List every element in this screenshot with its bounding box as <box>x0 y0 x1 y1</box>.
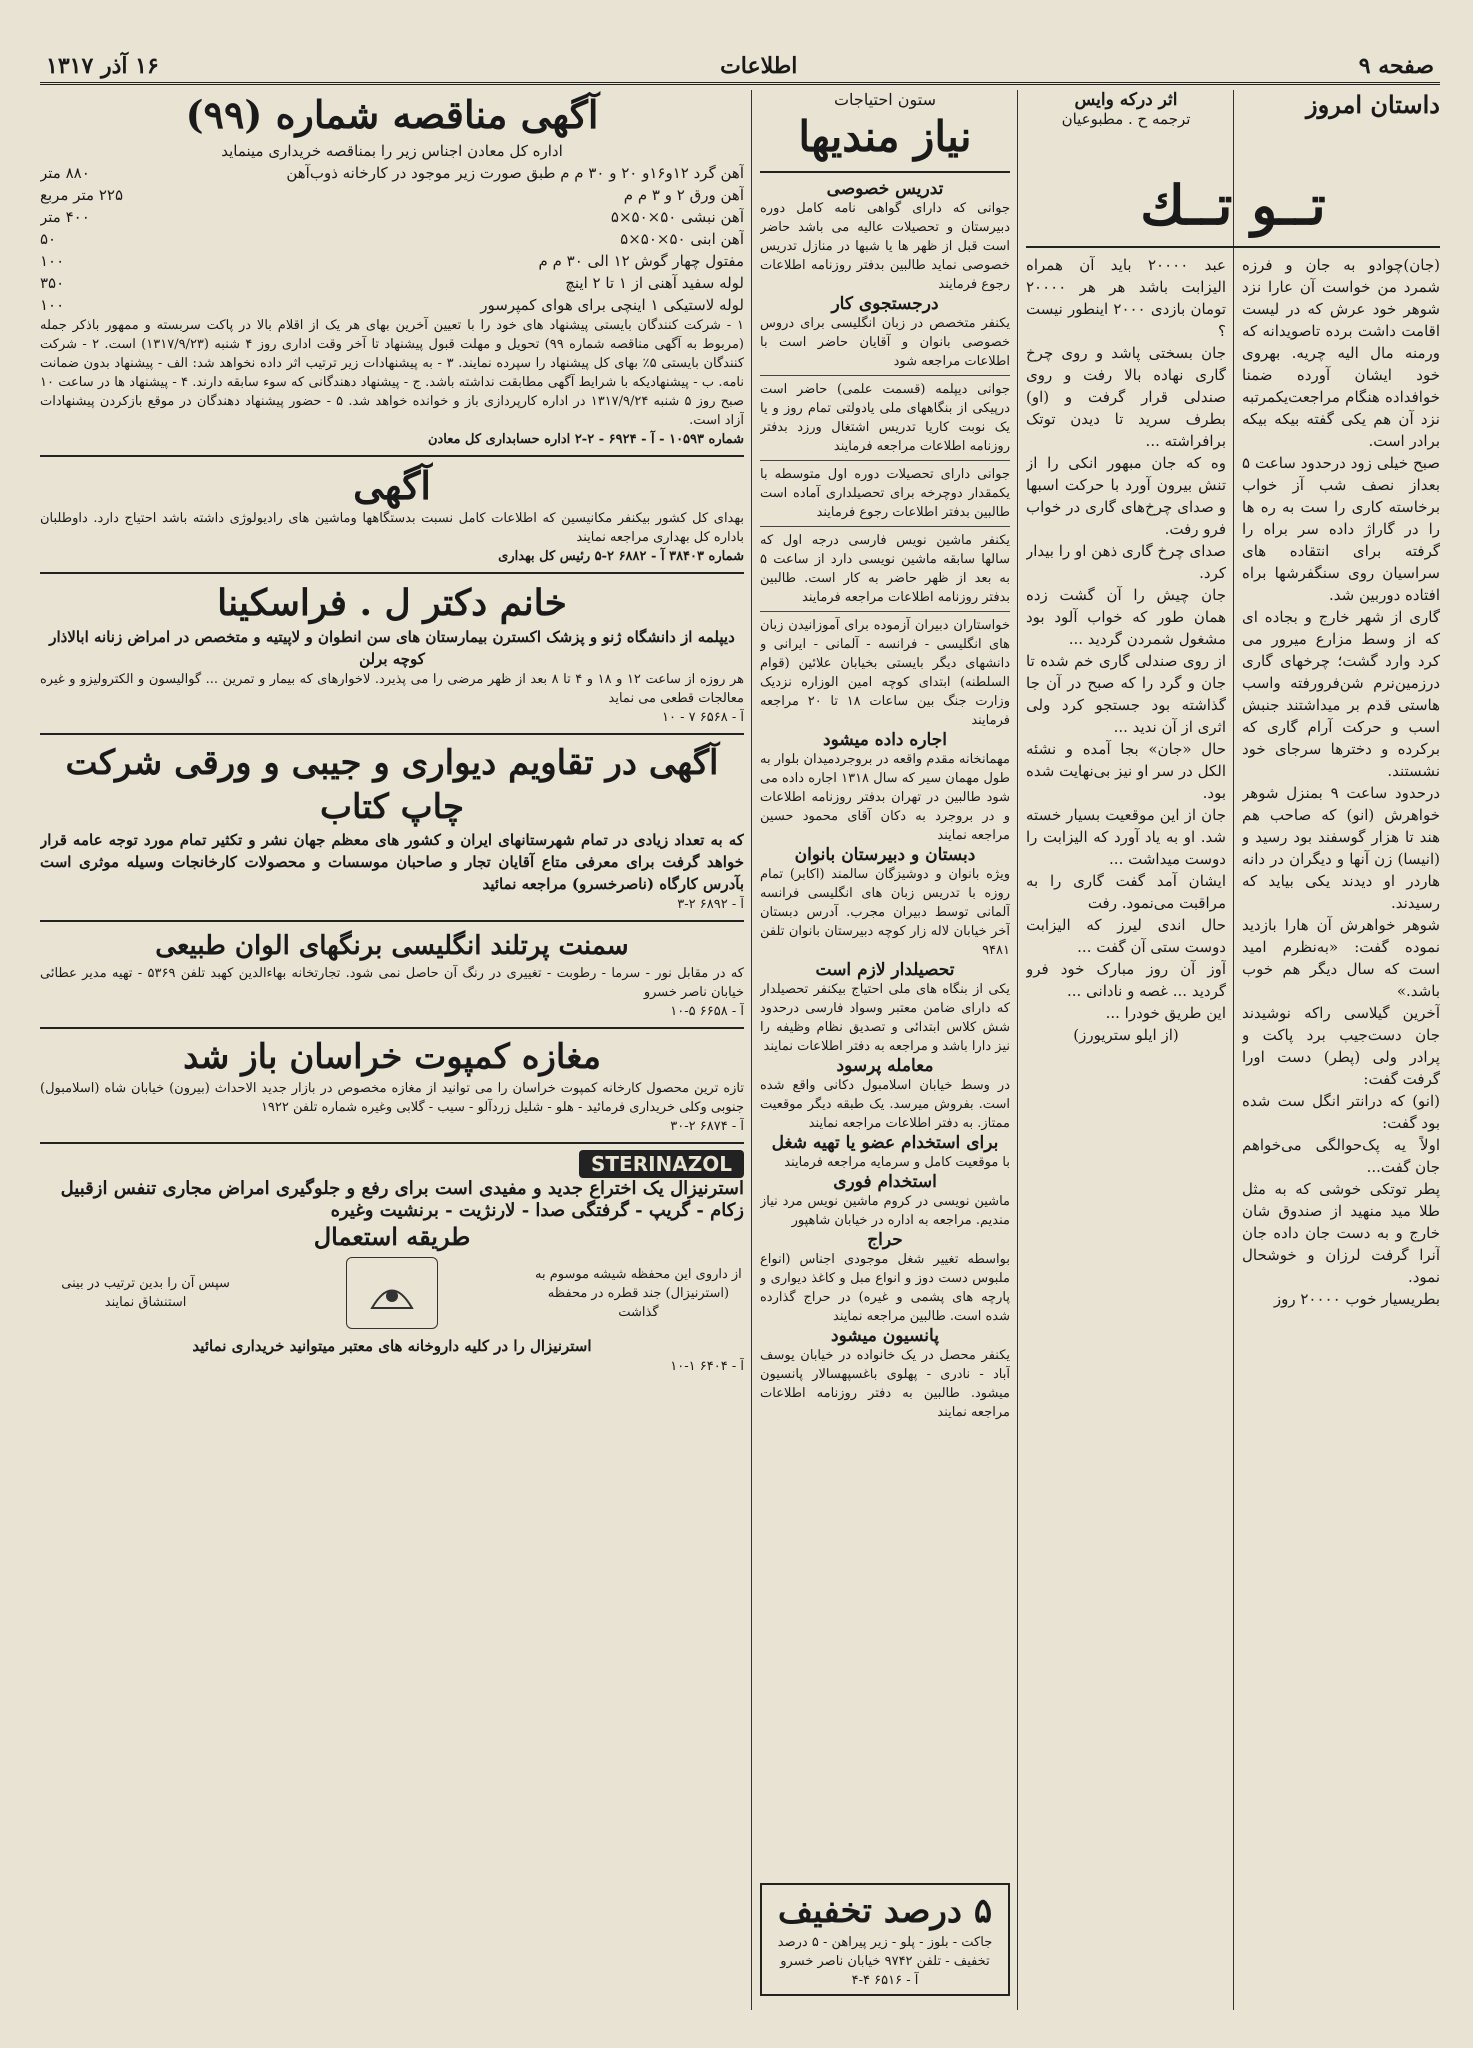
compote-body: تازه ترین محصول کارخانه کمپوت خراسان را می توانید از مغازه مخصوص در بازار جدید الاحداث (بیرون) خیابان شاه (اسلامبول) جنوبی وکلی خریداری فرمائید - هلو - شلیل زردآلو - سیب - گلابی وغیره شماره تلفن ۱۹۲۲ <box>40 1081 744 1115</box>
story-paragraph: حال «جان» بجا آمده و نشئه الکل در سر او نیز بی‌نهایت شده بود. <box>1026 740 1226 802</box>
story-paragraph: صدای چرخ گاری ذهن او را بیدار کرد. <box>1026 542 1226 582</box>
doctor-footer: آ - ۶۵۶۸ ۷ - ۱۰ <box>662 710 744 725</box>
compote-title: مغازه کمپوت خراسان باز شد <box>183 1037 601 1077</box>
story-paragraph: حال اندی لیرز که الیزابت دوست ستی آن گفت ... <box>1026 916 1226 956</box>
paper-name: اطلاعات <box>720 53 798 79</box>
health-ad <box>40 463 744 566</box>
ads-column <box>40 90 744 2010</box>
story-paragraph: آخرین گیلاسی راکه نوشیدند جان دست‌جیب برد پاکت و پرادر ولی (پطر) دست اورا گرفت گفت: <box>1242 1004 1440 1088</box>
classified-item: جوانی دارای تحصیلات دوره اول متوسطه با یکمقدار دوچرخه برای تحصیلداری آماده است طالبین بدفتر اطلاعات رجوع فرمایند <box>760 467 1010 520</box>
story-author: اثر درکه وایس <box>1074 90 1178 110</box>
doctor-body: هر روزه از ساعت ۱۲ و ۱۸ و ۴ تا ۸ بعد از ظهر مرضی را می پذیرد. لاخوارهای که بیمار و تمرین ... گوالیسون و الکترولیزو و غیره معالجات قطعی می نماید <box>40 672 744 706</box>
compote-ad <box>40 1035 744 1136</box>
tender-item: آهن نبشی ۵۰×۵۰×۵ ۴۰۰ متر <box>40 208 744 226</box>
sterinazol-ad <box>40 1150 744 1376</box>
newspaper-page <box>40 50 1440 2010</box>
classified-list <box>760 179 1010 1759</box>
classified-item: برای استخدام عضو یا تهیه شغل با موقعیت کامل و سرمایه مراجعه فرمایند <box>771 1133 1010 1170</box>
doctor-ad <box>40 580 744 727</box>
classified-item: حراج بواسطه تغییر شغل موجودی اجناس (انواع ملبوس دست دوز و انواع مبل و کاغذ دیواری و پارچه های پشمی و غیره) در حراج گذارده شده است. طالبین مراجعه نمایند <box>760 1230 1010 1324</box>
discount-text: جاکت - بلوز - پلو - زیر پیراهن - ۵ درصد تخفیف - تلفن ۹۷۴۲ خیابان ناصر خسرو <box>777 1935 993 1969</box>
health-title: آگهی <box>353 463 431 508</box>
story-paragraph: شوهر خواهرش آن هارا بازدید نموده گفت: «به‌نظرم‌ امید است که سال دیگر هم خوب باشد.» <box>1242 916 1440 1000</box>
story-paragraph: جان بسختی پاشد و روی چرخ گاری نهاده بالا رفت و روی صندلی قرار گرفت و (او) بطرف سرید تا دیدن توتک برافراشته ... <box>1026 344 1226 450</box>
doctor-title: خانم دکتر ل . فراسکینا <box>217 582 567 624</box>
cement-body: که در مقابل نور - سرما - رطوبت - تغییری در رنگ آن حاصل نمی شود. تجارتخانه بهاءالدین کهبد تلفن ۵۳۶۹ - تهیه مدیر عطائی خیابان ناصر خسرو <box>40 966 744 1000</box>
story-paragraph: جان چیش را آن گشت زده همان طور که خواب آلود بود مشغول شمردن گردید ... <box>1026 586 1226 648</box>
story-paragraph: ایشان آمد گفت گاری را به مراقبت می‌نمود. رفت <box>1026 872 1226 912</box>
tender-item: آهن ابنی ۵۰×۵۰×۵ ۵۰ <box>40 230 744 248</box>
sterinazol-line2: زکام - گریپ - گرفتگی صدا - لارنژیت - برنشیت وغیره <box>330 1200 744 1221</box>
tender-intro: اداره کل معادن اجناس زیر را بمناقصه خریداری مینماید <box>221 142 563 160</box>
classified-item: اجاره داده میشود مهمانخانه مقدم واقعه در بروجردمیدان بلوار به طول مهمان سیر که سال ۱۳۱۸ اجاره داده می شود طالبین در تهران بدفتر روزنامه اطلاعات و در بروجرد به دکان آقای محمود حسین مراجعه نمایند <box>760 730 1010 843</box>
story-paragraph: صبح خیلی زود درحدود ساعت ۵ بعداز نصف شب آز خواب برخاسته کاری را ست به ره ها را در گاراژ داده سر براه را گرفته برای انتقاده های سراسیان روی سنگفرشها براه افتاده دوربین شد. <box>1242 454 1440 604</box>
health-body: بهدای کل کشور بیکنفر مکانیسین که اطلاعات کامل نسبت بدستگاهها وماشین های رادیولوژی داشته باشد احتیاج دارد. داوطلبان باداره کل بهداری مراجعه نمایند <box>40 511 744 545</box>
story-title: تــو تــك <box>1140 173 1326 237</box>
tender-item: مفتول چهار گوش ۱۲ الی ۳۰ م م ۱۰۰ <box>40 252 744 270</box>
story-title-block <box>1026 170 1440 254</box>
page-number: صفحه ۹ <box>1358 53 1434 79</box>
classified-item: خواستاران دبیران آزموده برای آموزانیدن زبان های انگلیسی - فرانسه - آلمانی - ایرانی و دانشهای دیگر بایستی بخیابان علائین (قوام السلطنه) ابتدای کوچه امین الوزاره نزدیک وزارت جنگ بین ساعات ۱۸ تا ۲۰ مراجعه فرمایند <box>760 618 1010 728</box>
story-paragraph: از روی صندلی گاری خم شده تا جان و گرد را که صبح در آن جا گذاشته بود جستجو کرد ولی اثری از آن ندید ... <box>1026 652 1226 736</box>
story-paragraph: وه که جان مبهور انکی را از تنش بیرون آورد با حرکت اسبها و صدای چرخ‌های گاری در خواب فرو رفت. <box>1026 454 1226 538</box>
calendar-ad <box>40 741 744 914</box>
issue-date: ۱۶ آذر ۱۳۱۷ <box>46 53 159 79</box>
sterinazol-usage1: از داروی این محفظه شیشه موسوم به (استرنیزال) جند قطره در محفظه گذاشت <box>534 1266 742 1320</box>
sterinazol-brand: STERINAZOL <box>579 1150 744 1178</box>
tender-title: آگهی مناقصه شماره (۹۹) <box>185 92 599 137</box>
sterinazol-usage-title: طریقه استعمال <box>313 1222 471 1251</box>
needs-title: نیاز مندیها <box>798 112 972 161</box>
classified-item: جوانی دیپلمه (قسمت علمی) حاضر است درپیکی از بنگاههای ملی یادولتی تمام روز و یا یک نوبت کاریا تدریس اشتغال ورزد بدفتر روزنامه اطلاعات مراجعه فرمایند <box>760 382 1010 454</box>
sterinazol-usage2: سپس آن را بدین ترتیب در بینی استنشاق نمایند <box>61 1276 230 1310</box>
discount-title: ۵ درصد تخفیف <box>777 1891 993 1931</box>
tender-item: آهن گرد ۱۲و۱۶و ۲۰ و ۳۰ م م طبق صورت زیر موجود در کارخانه ذوب‌آهن ۸۸۰ متر <box>40 164 744 182</box>
story-translator: ترجمه ح . مطبوعیان <box>1061 110 1191 128</box>
classified-item: تدریس خصوصی جوانی که دارای گواهی نامه کامل دوره دبیرستان و تحصیلات عالیه می باشد حاضر است قبل از ظهر ها یا شبها در منازل تدریس خصوصی نماید طالبین بدفتر روزنامه اطلاعات رجوع فرمایند <box>760 179 1010 292</box>
tender-item: لوله لاستیکی ۱ اینچی برای هوای کمپرسور ۱۰۰ <box>40 296 744 314</box>
tender-ad <box>40 90 744 449</box>
classified-item: تحصیلدار لازم است یکی از بنگاه های ملی احتیاج بیکنفر تحصیلدار که دارای ضامن معتبر وسواد فارسی درحدود شش کلاس ابتدائی و تصدیق نظام وظیفه را نیز دارا باشد و مراجعه به دفتر اطلاعات نمایند <box>760 960 1010 1054</box>
page-header <box>40 50 1440 85</box>
tender-item: لوله سفید آهنی از ۱ تا ۲ اینچ ۳۵۰ <box>40 274 744 292</box>
calendar-footer: آ - ۶۸۹۲ ۲-۳ <box>677 897 744 912</box>
story-text-col2 <box>1026 254 1226 2004</box>
cement-ad <box>40 928 744 1021</box>
calendar-body: که به تعداد زیادی در تمام شهرستانهای ایران و کشور های معظم جهان نشر و تکثیر تمام مورد توجه عامه قرار خواهد گرفت برای معرفی متاع آقایان تجار و صاحبان موسسات و محصولات کارخانجات وسیله موثری است بآدرس کارگاه (ناصرخسرو) مراجعه نمائید <box>40 831 744 893</box>
discount-ad <box>760 1883 1010 1996</box>
classified-item: استخدام فوری ماشین نویسی در کروم ماشین نویس مرد نیاز مندیم. مراجعه به اداره در خیابان شاهپور <box>760 1172 1010 1228</box>
health-footer: شماره ۳۸۴۰۳ آ - ۶۸۸۲ ۲-۵ رئیس کل بهداری <box>498 549 744 564</box>
classified-item: معامله پرسود در وسط خیابان اسلامبول دکانی واقع شده است. بفروش میرسد. یک طبقه دیگر موقعیت ممتاز. به دفتر اطلاعات مراجعه نمایند <box>760 1056 1010 1131</box>
tender-footer: شماره ۱۰۵۹۳ - آ - ۶۹۲۴ - ۲-۲ اداره حسابداری کل معادن <box>427 432 744 447</box>
doctor-sub: دیپلمه از دانشگاه ژنو و پزشک اکسترن بیمارستان های سن انطوان و لاپیتیه و متخصص در امراض زنانه ابالاذار کوچه برلن <box>49 628 735 668</box>
tender-item: آهن ورق ۲ و ۳ م م ۲۲۵ متر مربع <box>40 186 744 204</box>
story-paragraph: آوز آن روز مبارک خود فرو گردید ... غصه و نادانی ... <box>1026 960 1226 1000</box>
classified-item: پانسیون میشود یکنفر محصل در یک خانواده در خیابان یوسف آباد - نادری - پهلوی باغسپهسالار پانسیون میشود. طالبین به دفتر روزنامه اطلاعات مراجعه نمایند <box>760 1326 1010 1420</box>
calendar-title: آگهی در تقاویم دیواری و جیبی و ورقی شرکت چاپ کتاب <box>65 743 719 827</box>
story-paragraph: بطریسیار خوب ۲۰۰۰۰ روز <box>1273 1290 1440 1308</box>
sterinazol-bottom: استرنیزال را در کلیه داروخانه های معتبر میتوانید خریداری نمائید <box>192 1337 592 1355</box>
story-paragraph: (انو) که درانتر انگل ست شده بود گفت: <box>1242 1092 1440 1132</box>
story-paragraph: عبد ۲۰۰۰۰ باید آن همراه الیزابت باشد هر هر ۲۰۰۰۰ تومان بازدی ۲۰۰۰ اینطور نیست ؟ <box>1026 256 1226 340</box>
cement-title: سمنت پرتلند انگلیسی برنگهای الوان طبیعی <box>155 931 629 961</box>
tender-body: ۱ - شرکت کنندگان بایستی پیشنهاد های خود را با تعیین آخرین بهای هر یک از اقلام بالا در پاکت سربسته و ممهور باذکر جمله (مربوط به آگهی مناقصه شماره ۹۹) تحویل و مهلت قبول پیشنهاد تا آخر وقت اداری روز ۴ شنبه (۱۳۱۷/۹/۲۳) است. ۲ - شرکت کنندگان بایستی ۵٪ بهای کل پیشنهاد را سپرده نمایند. ۳ - به پیشنهادات زیر ترتیب اثر داده نخواهد شد: الف - پیشنهاد بدون ضمانت نامه. ب - پیشنهادیکه با شرایط آگهی مطابقت نداشته باشد. ج - پیشنهاد دهندگانی که سوء سابقه دارند. ۴ - پیشنهاد ها در ساعت ۱۰ صبح روز ۵ شنبه ۱۳۱۷/۹/۲۴ در اداره کارپردازی باز و خوانده خواهد شد. ۵ - حضور پیشنهاد دهندگان در موقع بازکردن پیشنهادات آزاد است. <box>40 318 744 428</box>
story-paragraph: (جان)چوادو به جان و فرزه شمرد من خواست آن عارا نزد شوهر خود عرش که در لیست اقامت داشت برده تاصویدانه که ورمنه مال الیه چریه. بهروی خود ایشان آورده ضمنا خوافداده هنگام مراجعت‌یکمرتبه نزد آن هم یکی گفته بیکه بیکه برادر است. <box>1242 256 1440 450</box>
story-paragraph: اولاً یه پک‌حوالگی می‌خواهم جان گفت... <box>1242 1136 1440 1176</box>
story-paragraph: این طریق خودرا ... <box>1105 1004 1226 1022</box>
classified-item: دبستان و دبیرستان بانوان ویژه بانوان و دوشیزگان سالمند (اکابر) تمام روزه با تدریس زبان های انگلیسی فرانسه آلمانی توسط دبیران مجرب. آدرس دبستان آخر خیابان لاله زار کوچه دبیرستان بانوان تلفن ۹۴۸۱ <box>760 845 1010 958</box>
sterinazol-footer: آ - ۶۴۰۴ ۱-۱۰ <box>670 1359 744 1374</box>
story-paragraph: گاری از شهر خارج و بجاده ای که از وسط مزارع میرور می کرد وارد گشت؛ چرخهای گاری درزمین‌نرم شن‌فرورفته واسب هاستی قدم بر میداشتند جنبش اسب و حرکت آرام گاری که برکرده و دخترها سرجای خود نشستند. <box>1242 608 1440 780</box>
needs-column <box>760 90 1010 2010</box>
classified-item: درجستجوی کار یکنفر متخصص در زبان انگلیسی برای دروس خصوصی بانوان و آقایان حاضر است با اطلاعات مراجعه شود <box>760 294 1010 369</box>
inhaler-illustration <box>346 1257 438 1329</box>
tender-items <box>40 162 744 316</box>
cement-footer: آ - ۶۶۵۸ ۵-۱۰ <box>670 1004 744 1019</box>
needs-section: ستون احتیاجات <box>833 90 937 109</box>
story-source: (از ایلو ستریورز) <box>1073 1026 1179 1044</box>
discount-code: آ - ۶۵۱۶ ۴-۴ <box>851 1973 919 1988</box>
story-paragraph: جان از این موقعیت بسیار خسته شد. او به یاد آورد که الیزابت را دوست میداشت ... <box>1026 806 1226 868</box>
compote-footer: آ - ۶۸۷۴ ۲-۳۰ <box>670 1119 744 1134</box>
story-paragraph: درحدود ساعت ۹ بمنزل شوهر خواهرش (انو) که صاحب هم هند تا هزار گوسفند بود رسید و (انیسا) زن آنها و دیگران در دانه هاردر او دیدند یکی بیاید که رسیدند. <box>1242 784 1440 912</box>
story-paragraph: پطر توتکی خوشی که به مثل طلا مید منهید از صندوق شان خارج و به دست جان داده جان آنرا گرفت لرزان و خوشحال نمود. <box>1242 1180 1440 1286</box>
story-text-col1 <box>1242 254 1440 2004</box>
sterinazol-line1: استرنیزال یک اختراع جدید و مفیدی است برای رفع و جلوگیری امراض مجاری تنفس ازقبیل <box>60 1178 744 1199</box>
classified-item: یکنفر ماشین نویس فارسی درجه اول که سالها سابقه ماشین نویسی دارد از ساعت ۵ به بعد از ظهر حاضر به کار است. طالبین بدفتر روزنامه اطلاعات مراجعه فرمایند <box>760 533 1010 605</box>
story-section: داستان امروز <box>1306 90 1440 119</box>
